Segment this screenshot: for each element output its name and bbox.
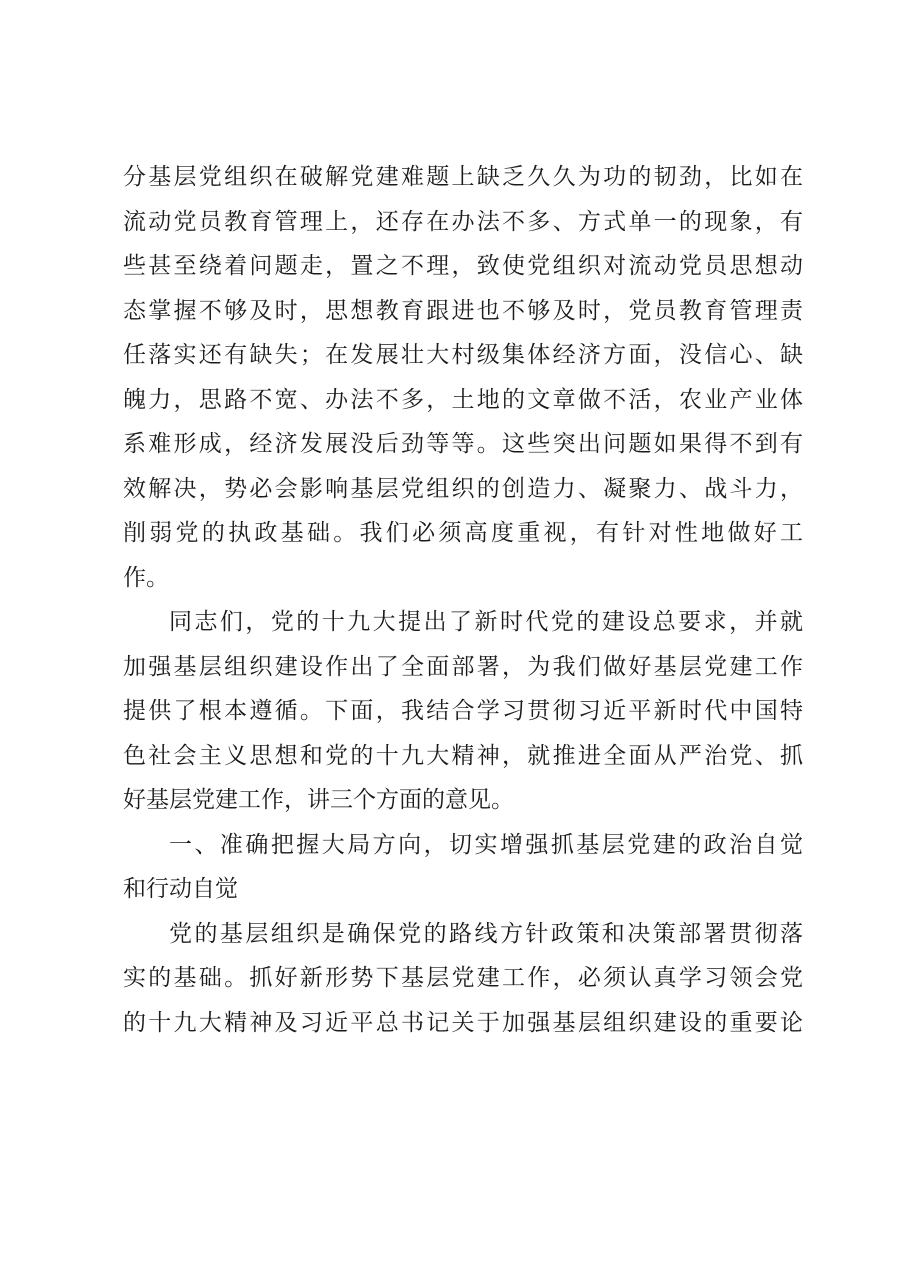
text-line: 实的基础。抓好新形势下基层党建工作，必须认真学习领会党: [123, 965, 803, 991]
text-line: 和行动自觉: [123, 876, 238, 902]
text-line: 态掌握不够及时，思想教育跟进也不够及时，党员教育管理责: [123, 297, 803, 324]
text-line: 流动党员教育管理上，还存在办法不多、方式单一的现象，有: [123, 208, 803, 235]
text-line: 加强基层组织建设作出了全面部署，为我们做好基层党建工作: [123, 653, 803, 680]
text-line: 魄力，思路不宽、办法不多，土地的文章做不活，农业产业体: [123, 386, 803, 413]
text-line: 色社会主义思想和党的十九大精神，就推进全面从严治党、抓: [123, 742, 803, 769]
text-line: 好基层党建工作，讲三个方面的意见。: [123, 787, 514, 813]
text-line: 些甚至绕着问题走，置之不理，致使党组织对流动党员思想动: [123, 253, 803, 279]
text-line: 任落实还有缺失；在发展壮大村级集体经济方面，没信心、缺: [123, 342, 803, 368]
text-line: 一、准确把握大局方向，切实增强抓基层党建的政治自觉: [169, 831, 803, 858]
text-line: 分基层党组织在破解党建难题上缺乏久久为功的韧劲，比如在: [123, 164, 803, 190]
text-line: 效解决，势必会影响基层党组织的创造力、凝聚力、战斗力，: [123, 475, 803, 502]
text-line: 作。: [123, 564, 169, 591]
text-line: 的十九大精神及习近平总书记关于加强基层组织建设的重要论: [123, 1009, 803, 1036]
text-line: 系难形成，经济发展没后劲等等。这些突出问题如果得不到有: [123, 431, 803, 457]
text-line: 同志们，党的十九大提出了新时代党的建设总要求，并就: [169, 609, 803, 635]
text-line: 提供了根本遵循。下面，我结合学习贯彻习近平新时代中国特: [123, 698, 803, 724]
document-body: [123, 155, 803, 1045]
text-line: 削弱党的执政基础。我们必须高度重视，有针对性地做好工: [123, 520, 803, 546]
text-line: 党的基层组织是确保党的路线方针政策和决策部署贯彻落: [169, 920, 803, 947]
